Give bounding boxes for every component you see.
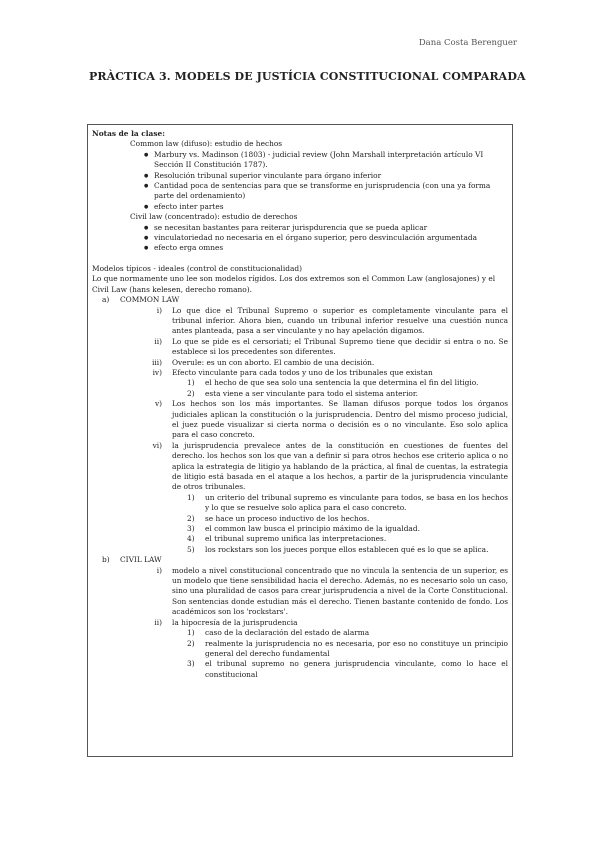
page-title: PRÀCTICA 3. MODELS DE JUSTÍCIA CONSTITUCIONAL COMPARADA (89, 70, 526, 83)
section-b-heading (92, 555, 508, 565)
sub-list-item: 4) el tribunal supremo unifica las interpretaciones. (187, 534, 387, 544)
common-law-intro: Common law (difuso): estudio de hechos (130, 139, 283, 149)
sub-list-item: 1) un criterio del tribunal supremo es vinculante para todos, se basa en los hechos y lo que se resuelve solo aplica para el caso concreto. (187, 492, 508, 513)
sub-list-item: 2) realmente la jurisprudencia no es necesaria, por eso no constituye un principio general del derecho fundamental (187, 638, 508, 658)
sub-list-item: 5) los rockstars son los jueces porque ellos establecen qué es lo que se aplica. (187, 544, 489, 554)
list-item: ● Resolución tribunal superior vinculante para órgano inferior (92, 171, 508, 181)
list-item: ● Cantidad poca de sentencias para que se transforme en jurisprudencia (con una ya forma parte del ordenamiento) (92, 181, 508, 202)
list-item: vi) la jurisprudencia prevalece antes de la constitución en cuestiones de fuentes del derecho. los hechos son los que van a definir si para otros hechos ese criterio aplica o no aplica la estrategia de litigio ya hablando de la práctica, al final de cuentas, la estrategia de litigio está basada en el ataque a los hechos, a partir de la jurisprudencia vinculante de otros tribunales. (152, 440, 508, 492)
sub-list-item: 1) caso de la declaración del estado de alarma (187, 628, 370, 638)
notes-heading: Notas de la clase: (92, 129, 165, 138)
sub-list-item: 3) el common law busca el principio máximo de la igualdad. (187, 524, 420, 534)
section-title: COMMON LAW (120, 295, 180, 305)
list-item: ● efecto inter partes (92, 202, 508, 212)
models-heading: Modelos típicos - ideales (control de constitucionalidad) (92, 263, 302, 273)
list-item: i) Lo que dice el Tribunal Supremo o superior es completamente vinculante para el tribunal inferior. Ahora bien, cuando un tribunal inferior resuelve una cuestión nunca antes planteada, pasa a ser vinculante y no hay apelación digamos. (156, 305, 508, 336)
list-item: iv) Efecto vinculante para cada todos y uno de los tribunales que existan (152, 367, 433, 377)
sub-list-item: 3) el tribunal supremo no genera jurisprudencia vinculante, como lo hace el constitucional (187, 659, 508, 679)
list-item: ii) la hipocresía de la jurisprudencia (154, 617, 298, 627)
list-item: ● se necesitan bastantes para reiterar jurispdurencia que se pueda aplicar (92, 223, 508, 233)
list-item: v) Los hechos son los más importantes. Se llaman difusos porque todos los órganos judiciales aplican la constitución o la jurisprudencia. Dentro del mismo proceso judicial, el juez puede visualizar si cierta norma o decisión es o no vinculante. Eso solo aplica para el caso concreto. (154, 399, 508, 440)
list-item: iii) Overule: es un con aborto. El cambio de una decisión. (152, 357, 375, 367)
class-notes-box (87, 124, 513, 757)
list-item: ● efecto erga omnes (92, 243, 508, 253)
section-a-heading (92, 295, 508, 305)
section-label: a) (102, 295, 110, 305)
list-item: i) modelo a nivel constitucional concentrado que no vincula la sentencia de un superior, es un modelo que tiene sensibilidad hacia el derecho. Además, no es necesario solo un caso, sino una pluralidad de casos para crear jurisprudencia a nivel de la Corte Constitucional. Son sentencias donde estudian más el derecho. Tienen bastante contenido de fondo. Los académicos son los 'rockstars'. (156, 565, 508, 617)
civil-law-intro: Civil law (concentrado): estudio de derechos (130, 212, 298, 222)
sub-list-item: 2) se hace un proceso inductivo de los hechos. (187, 513, 370, 523)
section-title: CIVIL LAW (120, 555, 162, 565)
sub-list-item: 1) el hecho de que sea solo una sentencia la que determina el fin del litigio. (187, 378, 479, 388)
models-intro: Lo que normamente uno lee son modelos rígidos. Los dos extremos son el Common Law (anglosajones) y el Civil Law (hans kelesen, derecho romano). (92, 274, 496, 294)
list-item: ● vinculatoriedad no necesaria en el órgano superior, pero desvinculación argumentada (92, 233, 508, 243)
author-name: Dana Costa Berenguer (418, 38, 517, 48)
sub-list-item: 2) esta viene a ser vinculante para todo el sistema anterior. (187, 388, 418, 398)
civil-law-bullets (92, 223, 508, 254)
section-label: b) (102, 555, 110, 565)
list-item: ● Marbury vs. Madinson (1803) - judicial review (John Marshall interpretación artículo VI Sección II Constitución 1787). (92, 150, 508, 171)
common-law-bullets (92, 150, 508, 212)
list-item: ii) Lo que se pide es el cersoriati; el Tribunal Supremo tiene que decidir si entra o no. Se establece si los precedentes son diferentes. (154, 336, 508, 357)
